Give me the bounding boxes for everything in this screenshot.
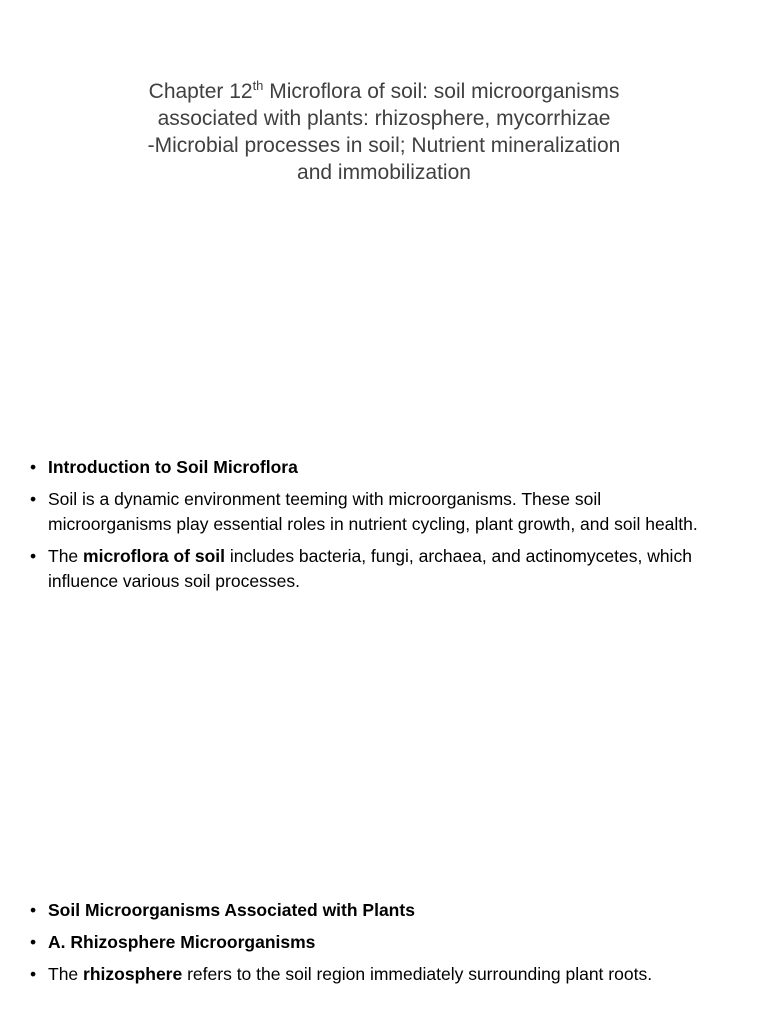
bullet-emphasis: rhizosphere: [83, 964, 183, 984]
bullet-text-pre: The: [48, 964, 84, 984]
bullet-text: Soil is a dynamic environment teeming with microorganisms. These soil microorganisms play essential roles in nutrient cycling, plant growth, and soil health.: [48, 489, 698, 534]
title-line-3: -Microbial processes in soil; Nutrient mineralization: [147, 134, 621, 157]
section-heading: Introduction to Soil Microflora: [48, 457, 298, 477]
title-line-1: [0, 78, 768, 105]
bullet-dot: •: [30, 457, 37, 477]
bullet-item: [30, 930, 710, 955]
bullet-item: [30, 487, 710, 537]
bullet-dot: •: [30, 964, 37, 984]
slide-title: [0, 78, 768, 186]
title-line-2: associated with plants: rhizosphere, mycorrhizae: [157, 107, 611, 130]
subsection-heading: A. Rhizosphere Microorganisms: [48, 932, 316, 952]
bullet-item: [30, 544, 710, 594]
title-chapter: Chapter 12: [148, 80, 253, 103]
bullet-text-post: refers to the soil region immediately surrounding plant roots.: [182, 964, 653, 984]
bullet-dot: •: [30, 546, 37, 566]
title-line-4: and immobilization: [297, 161, 471, 184]
bullet-emphasis: microflora of soil: [83, 546, 225, 566]
plants-bullet-list: [30, 898, 710, 994]
bullet-item: [30, 455, 710, 480]
bullet-item: [30, 962, 710, 987]
title-line-1-rest: Microflora of soil: soil microorganisms: [263, 80, 620, 103]
bullet-text-pre: The: [48, 546, 84, 566]
title-superscript: th: [252, 78, 264, 93]
bullet-text-post: includes bacteria, fungi, archaea, and actinomycetes, which influence various soil processes.: [48, 546, 692, 591]
bullet-dot: •: [30, 900, 37, 920]
intro-bullet-list: [30, 455, 710, 601]
bullet-item: [30, 898, 710, 923]
section-heading: Soil Microorganisms Associated with Plants: [48, 900, 415, 920]
bullet-dot: •: [30, 932, 37, 952]
bullet-dot: •: [30, 489, 37, 509]
